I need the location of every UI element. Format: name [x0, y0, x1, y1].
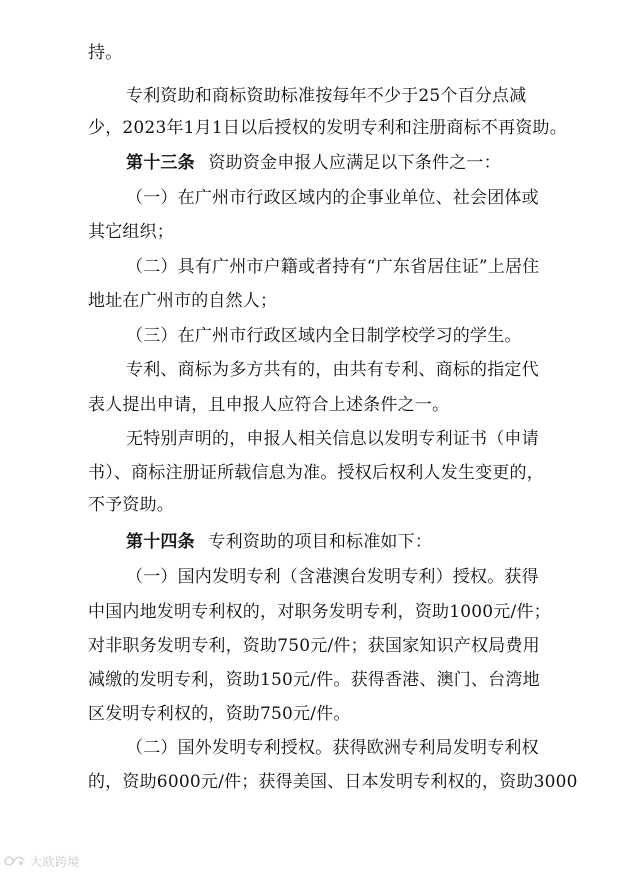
text-line: 无特别声明的，申报人相关信息以发明专利证书（申请 — [126, 429, 539, 449]
text-line: 不予资助。 — [88, 495, 174, 515]
text-line: 中国内地发明专利权的，对职务发明专利，资助1000元/件； — [88, 602, 551, 622]
text-line: （三）在广州市行政区域内全日制学校学习的学生。 — [126, 326, 522, 346]
text-line: 专利、商标为多方共有的，由共有专利、商标的指定代 — [126, 360, 539, 380]
text-line: 其它组织； — [88, 222, 174, 242]
article-14-line — [126, 531, 633, 553]
article-14-text: 专利资助的项目和标准如下： — [208, 532, 433, 552]
article-13-heading: 第十三条 — [126, 153, 195, 173]
article-14-heading: 第十四条 — [126, 532, 195, 552]
watermark-logo-icon — [4, 854, 26, 868]
text-line: （一）国内发明专利（含港澳台发明专利）授权。获得 — [126, 567, 539, 587]
article-13-line — [126, 152, 633, 174]
text-line: 地址在广州市的自然人； — [88, 291, 278, 311]
text-line: 表人提出申请，且申报人应符合上述条件之一。 — [88, 395, 450, 415]
text-line: 减缴的发明专利，资助150元/件。获得香港、澳门、台湾地 — [88, 670, 540, 690]
watermark — [4, 852, 80, 870]
text-line: 对非职务发明专利，资助750元/件；获国家知识产权局费用 — [88, 636, 540, 656]
watermark-text: 大欧跨境 — [30, 854, 81, 869]
text-line: （二）具有广州市户籍或者持有“广东省居住证”上居住 — [126, 257, 540, 277]
text-line: 专利资助和商标资助标准按每年不少于25个百分点减 — [126, 86, 527, 106]
text-line: 书）、商标注册证所载信息为准。授权后权利人发生变更的， — [88, 463, 544, 483]
text-line: （一）在广州市行政区域内的企事业单位、社会团体或 — [126, 188, 539, 208]
text-line: 区发明专利权的，资助750元/件。 — [88, 704, 351, 724]
article-13-text: 资助资金申报人应满足以下条件之一： — [208, 153, 501, 173]
text-line: 少，2023年1月1日以后授权的发明专利和注册商标不再资助。 — [88, 118, 567, 138]
text-line: （二）国外发明专利授权。获得欧洲专利局发明专利权 — [126, 738, 539, 758]
text-line: 的，资助6000元/件；获得美国、日本发明专利权的，资助3000 — [88, 772, 578, 792]
text-line: 持。 — [88, 43, 123, 63]
